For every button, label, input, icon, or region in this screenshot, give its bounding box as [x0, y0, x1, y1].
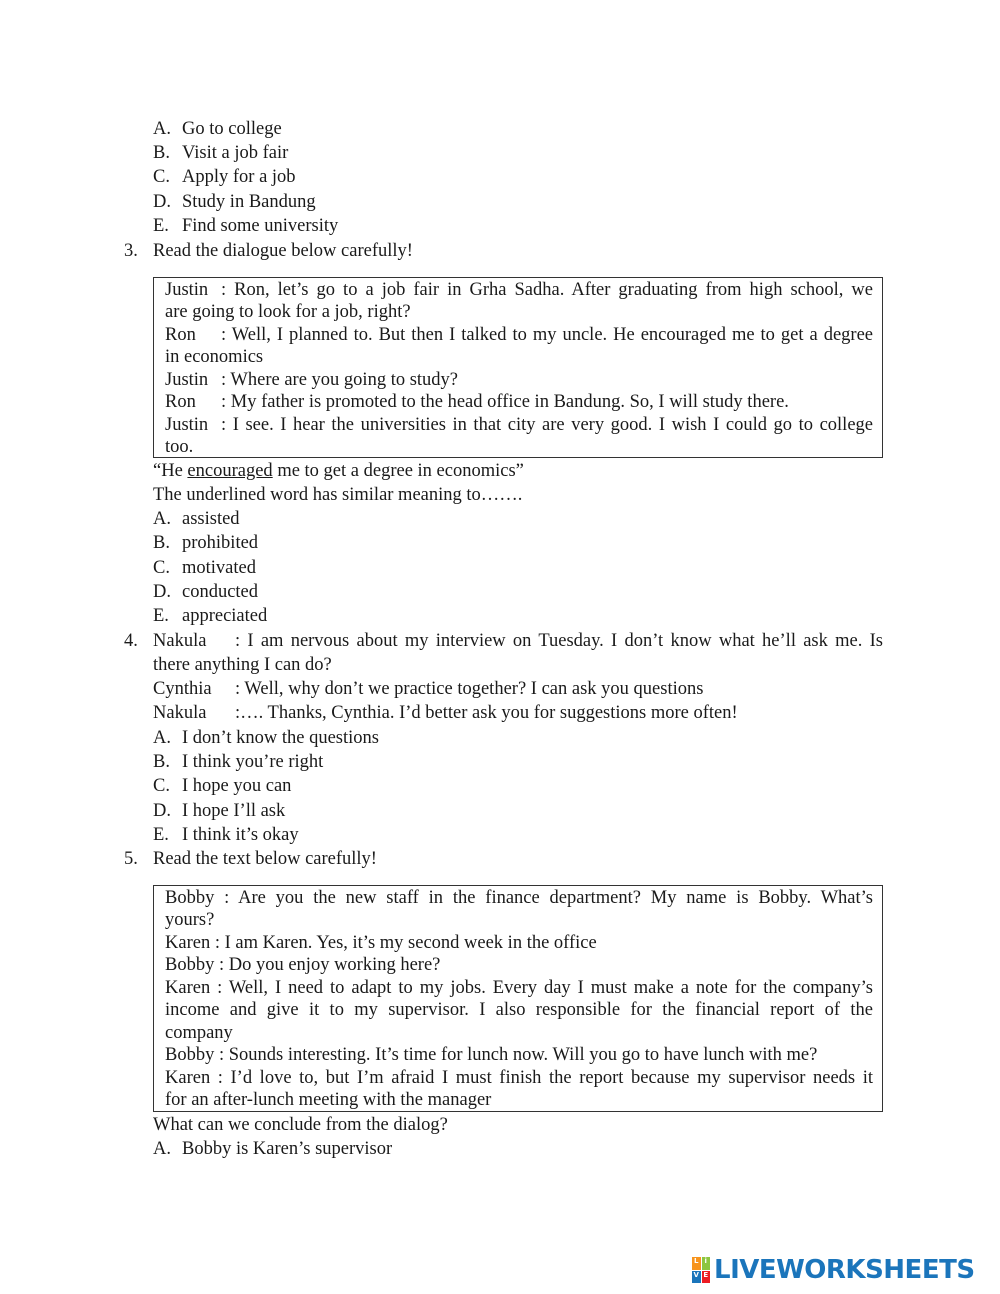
- option-letter: A.: [153, 509, 171, 529]
- q3-option-a[interactable]: [153, 508, 240, 530]
- option-letter: A.: [153, 1139, 171, 1159]
- option-letter: C.: [153, 167, 170, 187]
- q2-option-a[interactable]: [153, 118, 282, 140]
- speaker: Nakula: [153, 703, 207, 723]
- dialogue-line: too.: [165, 437, 194, 457]
- q2-option-b[interactable]: [153, 142, 289, 164]
- q3-question: The underlined word has similar meaning to…….: [153, 485, 523, 505]
- option-letter: E.: [153, 216, 169, 236]
- dialogue-line: are going to look for a job, right?: [165, 302, 411, 322]
- speaker: Justin: [165, 415, 209, 435]
- q2-option-c[interactable]: [153, 166, 296, 188]
- q4-option-d[interactable]: [153, 800, 286, 822]
- q4-option-e[interactable]: [153, 824, 299, 846]
- q3-instruction: Read the dialogue below carefully!: [153, 241, 413, 261]
- q4-option-b[interactable]: [153, 751, 324, 773]
- q5-dialogue-box: [153, 885, 883, 1112]
- underlined-word: encouraged: [187, 461, 273, 481]
- speaker: Ron: [165, 325, 196, 345]
- option-text: conducted: [182, 582, 259, 602]
- option-text: I think it’s okay: [182, 825, 299, 845]
- option-text: Go to college: [182, 119, 282, 139]
- dialogue-line: Bobby : Are you the new staff in the finance department? My name is Bobby. What’s: [165, 888, 873, 908]
- dialogue-line: Bobby : Sounds interesting. It’s time for lunch now. Will you go to have lunch with me?: [165, 1045, 818, 1065]
- speaker: Justin: [165, 280, 209, 300]
- speaker: Cynthia: [153, 679, 212, 699]
- option-letter: A.: [153, 728, 171, 748]
- option-text: Visit a job fair: [182, 143, 289, 163]
- speaker: Ron: [165, 392, 196, 412]
- dialogue-line: Karen : Well, I need to adapt to my jobs. Every day I must make a note for the company’s: [165, 978, 873, 998]
- q5-number: 5.: [124, 849, 138, 869]
- option-text: Find some university: [182, 216, 339, 236]
- q3-dialogue-box: Justin : Ron, let’s go to a job fair in Grha Sadha. After graduating from high school, we are going to look for a job, right? Ron : Well, I planned to. But then I talked to my uncle. He encouraged me to get a degree in economics Justin : Where are you going to study? Ron : My father is promoted to the head office in Bandung. So, I will study there. Justin : I see. I hear the universities in that city are very good. I wish I could go to college too.: [153, 277, 883, 458]
- option-letter: D.: [153, 801, 171, 821]
- option-letter: C.: [153, 558, 170, 578]
- q5-option-a[interactable]: [153, 1138, 393, 1160]
- q4-line: Cynthia : Well, why don’t we practice together? I can ask you questions: [153, 679, 704, 699]
- dialogue-line: yours?: [165, 910, 215, 930]
- q3-option-d[interactable]: [153, 581, 259, 603]
- option-letter: A.: [153, 119, 171, 139]
- option-letter: B.: [153, 752, 170, 772]
- option-letter: D.: [153, 582, 171, 602]
- dialogue-line: Karen : I am Karen. Yes, it’s my second week in the office: [165, 933, 597, 953]
- speaker: Justin: [165, 370, 209, 390]
- q4-line: Nakula :…. Thanks, Cynthia. I’d better ask you for suggestions more often!: [153, 703, 738, 723]
- option-text: assisted: [182, 509, 240, 529]
- liveworksheets-logo[interactable]: [692, 1255, 975, 1285]
- q4-line: there anything I can do?: [153, 655, 332, 675]
- dialogue-line: Bobby : Do you enjoy working here?: [165, 955, 441, 975]
- option-letter: E.: [153, 825, 169, 845]
- q3-quote: “He encouraged me to get a degree in economics”: [153, 461, 524, 481]
- dialogue-line: income and give it to my supervisor. I also responsible for the financial report of the: [165, 1000, 873, 1020]
- dialogue-line: for an after-lunch meeting with the manager: [165, 1090, 492, 1110]
- option-letter: B.: [153, 533, 170, 553]
- option-text: Study in Bandung: [182, 192, 316, 212]
- option-text: I think you’re right: [182, 752, 324, 772]
- option-letter: C.: [153, 776, 170, 796]
- q2-option-d[interactable]: [153, 191, 316, 213]
- q4-option-c[interactable]: [153, 775, 292, 797]
- option-letter: B.: [153, 143, 170, 163]
- q2-option-e[interactable]: [153, 215, 339, 237]
- option-text: I don’t know the questions: [182, 728, 379, 748]
- option-text: I hope you can: [182, 776, 292, 796]
- q4-line: Nakula : I am nervous about my interview on Tuesday. I don’t know what he’ll ask me. Is: [153, 631, 883, 651]
- option-letter: D.: [153, 192, 171, 212]
- q3-option-c[interactable]: [153, 557, 256, 579]
- dialogue-line: company: [165, 1023, 233, 1043]
- q3-option-b[interactable]: [153, 532, 259, 554]
- option-text: I hope I’ll ask: [182, 801, 286, 821]
- option-text: prohibited: [182, 533, 259, 553]
- option-text: motivated: [182, 558, 256, 578]
- q3-option-e[interactable]: [153, 605, 268, 627]
- q5-instruction: Read the text below carefully!: [153, 849, 377, 869]
- dialogue-line: Karen : I’d love to, but I’m afraid I must finish the report because my supervisor needs it: [165, 1068, 873, 1088]
- q3-number: 3.: [124, 241, 138, 261]
- q5-question: What can we conclude from the dialog?: [153, 1115, 448, 1135]
- option-text: Apply for a job: [182, 167, 296, 187]
- logo-badge-icon: L i V E: [692, 1257, 710, 1283]
- option-text: Bobby is Karen’s supervisor: [182, 1139, 393, 1159]
- speaker: Nakula: [153, 631, 207, 651]
- dialogue-line: in economics: [165, 347, 264, 367]
- logo-text: LIVEWORKSHEETS: [714, 1255, 975, 1285]
- q4-option-a[interactable]: [153, 727, 379, 749]
- option-letter: E.: [153, 606, 169, 626]
- option-text: appreciated: [182, 606, 268, 626]
- q4-number: 4.: [124, 631, 138, 651]
